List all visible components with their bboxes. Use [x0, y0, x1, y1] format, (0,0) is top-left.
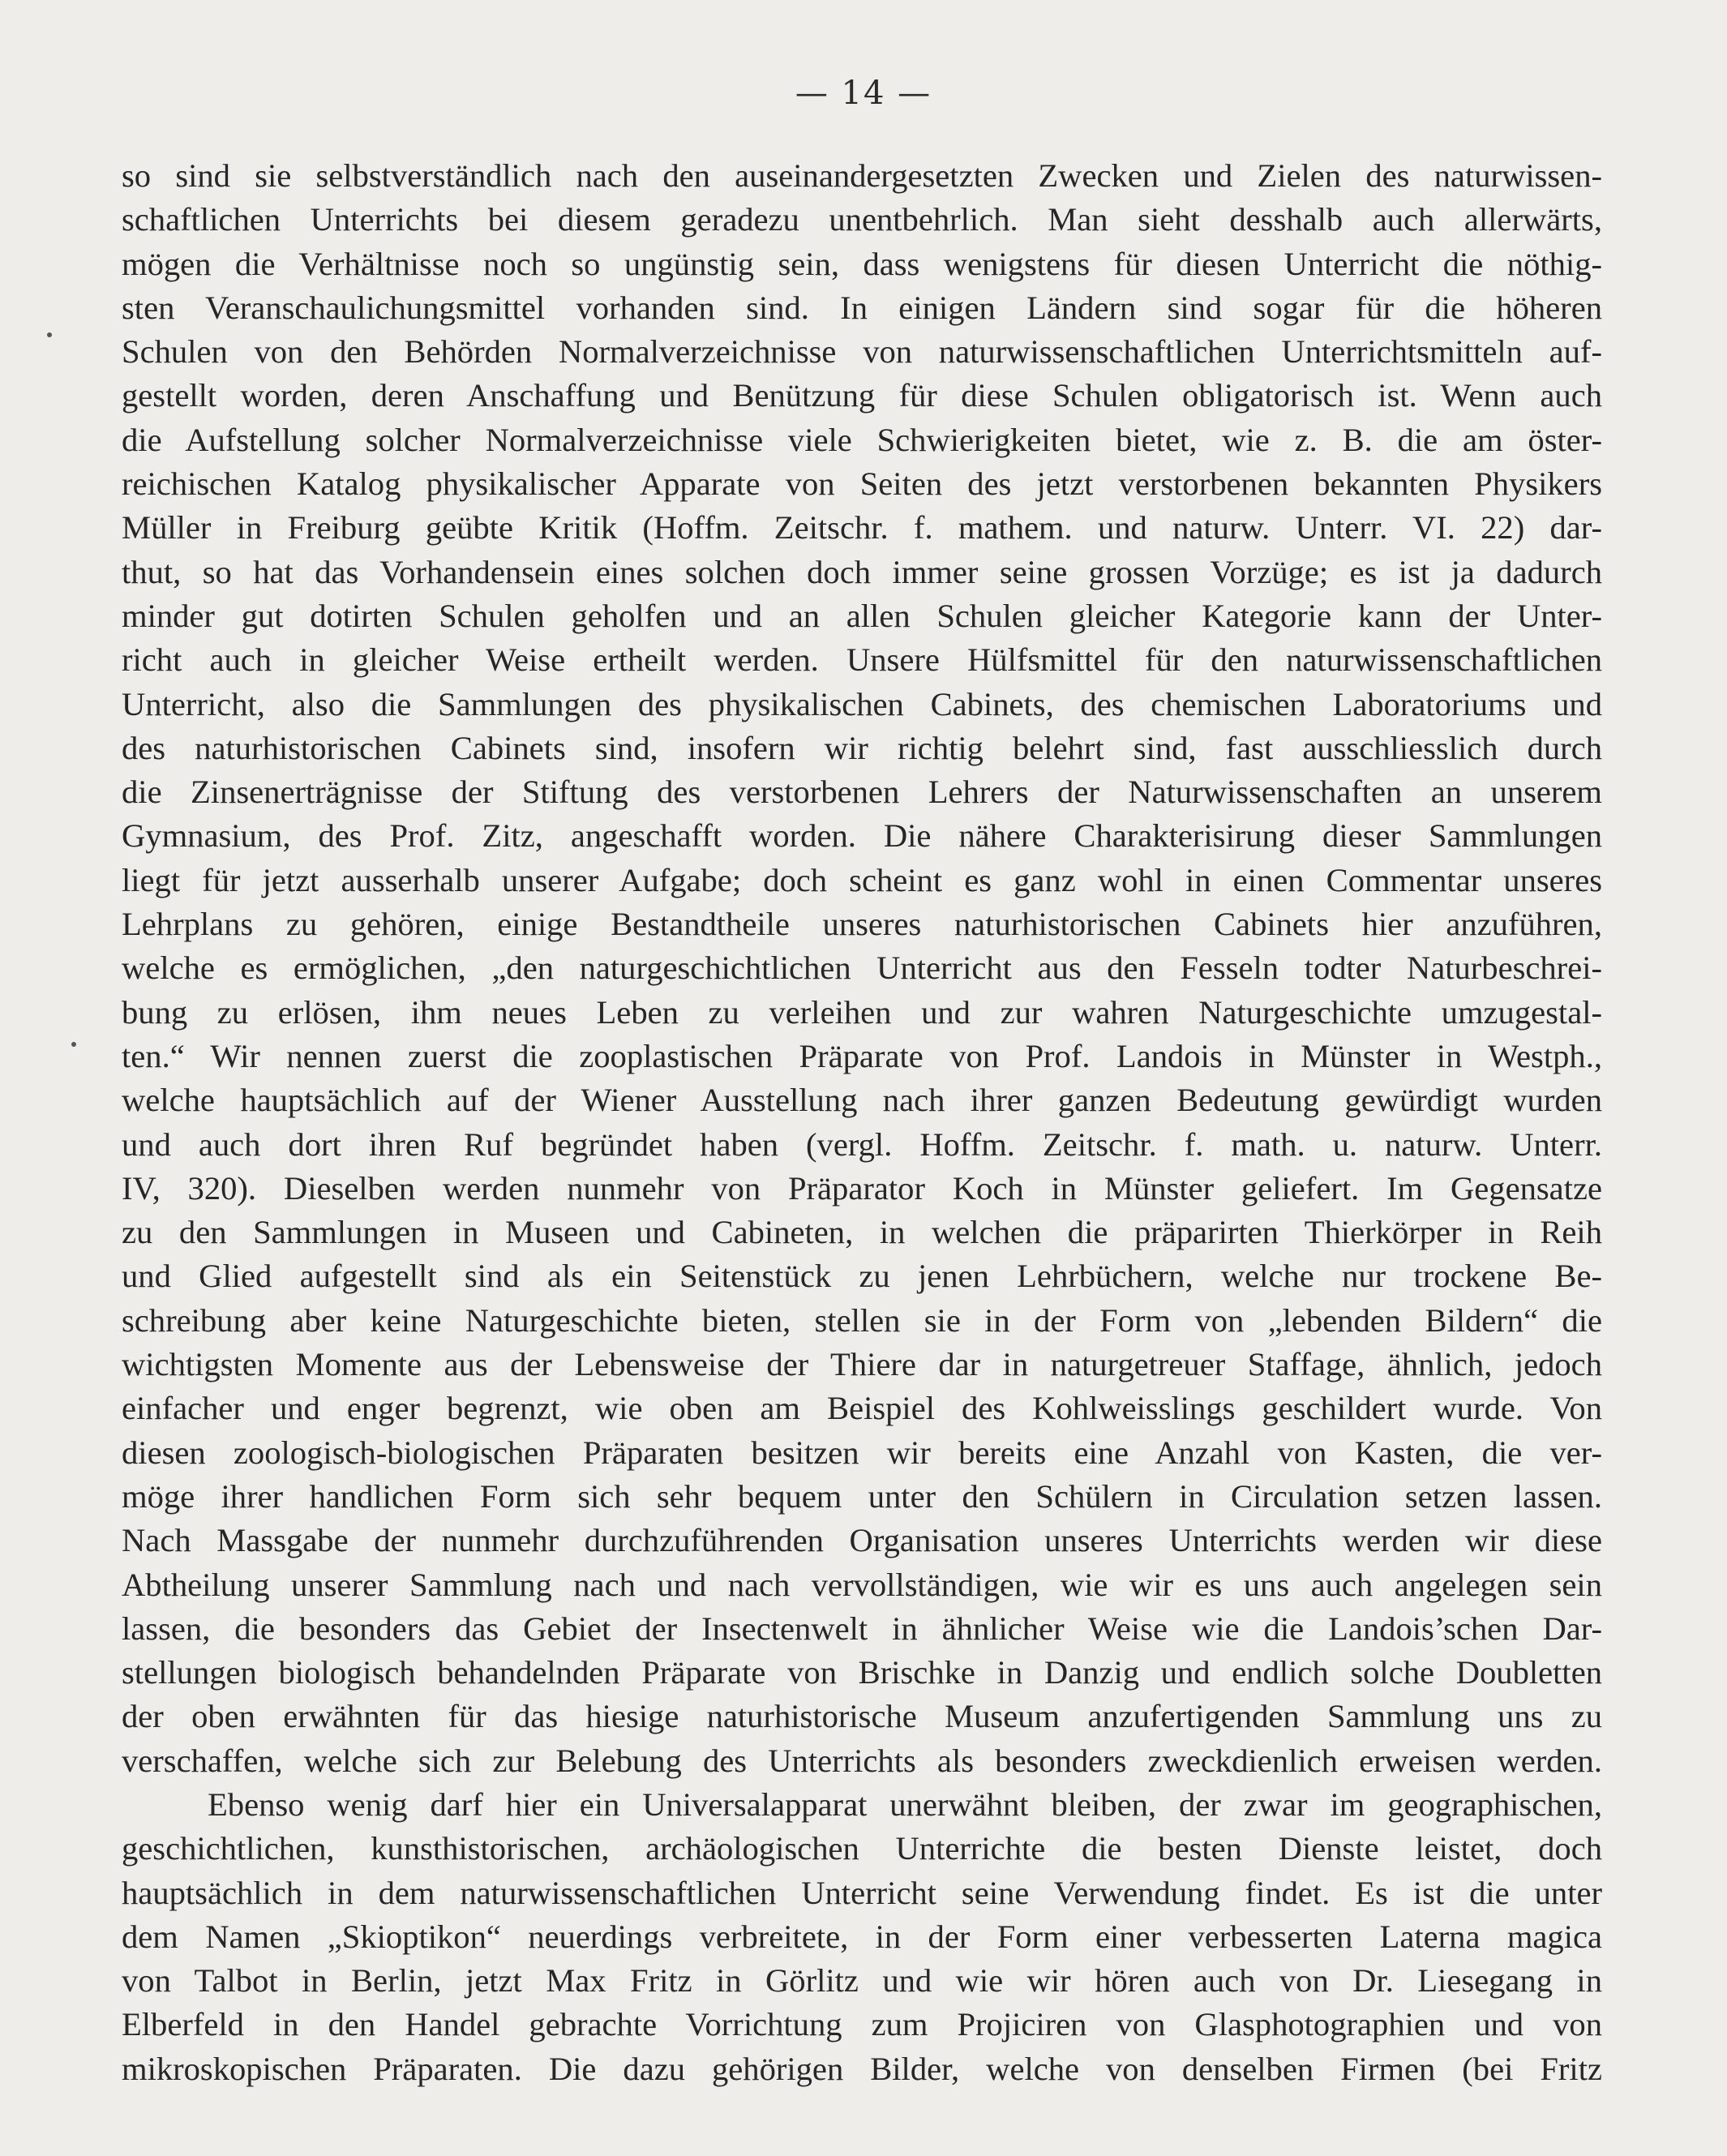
- page-number: — 14 —: [795, 75, 932, 112]
- text-line: von Talbot in Berlin, jetzt Max Fritz in Görlitz und wie wir hören auch von Dr. Liesegang in: [122, 1962, 1602, 2000]
- text-line: dem Namen „Skioptikon“ neuerdings verbreitete, in der Form einer verbesserten Laterna magica: [122, 1918, 1602, 1955]
- text-line: IV, 320). Dieselben werden nunmehr von Präparator Koch in Münster geliefert. Im Gegensatze: [122, 1169, 1602, 1207]
- text-line: Ebenso wenig darf hier ein Universalapparat unerwähnt bleiben, der zwar im geographischen,: [208, 1785, 1602, 1823]
- text-line: reichischen Katalog physikalischer Apparate von Seiten des jetzt verstorbenen bekannten Physikers: [122, 465, 1602, 503]
- text-line: Abtheilung unserer Sammlung nach und nach vervollständigen, wie wir es uns auch angelegen sein: [122, 1566, 1602, 1603]
- text-line: Unterricht, also die Sammlungen des physikalischen Cabinets, des chemischen Laboratoriums und: [122, 685, 1602, 722]
- text-line: wichtigsten Momente aus der Lebensweise der Thiere dar in naturgetreuer Staffage, ähnlich, jedoch: [122, 1346, 1602, 1383]
- text-line: und auch dort ihren Ruf begründet haben (vergl. Hoffm. Zeitschr. f. math. u. naturw. Unterr.: [122, 1125, 1602, 1163]
- text-line: geschichtlichen, kunsthistorischen, archäologischen Unterrichte die besten Dienste leistet, doch: [122, 1830, 1602, 1867]
- text-line: minder gut dotirten Schulen geholfen und an allen Schulen gleicher Kategorie kann der Unter-: [122, 597, 1602, 634]
- text-line: thut, so hat das Vorhandensein eines solchen doch immer seine grossen Vorzüge; es ist ja dadurch: [122, 553, 1602, 590]
- text-line: die Zinsenerträgnisse der Stiftung des verstorbenen Lehrers der Naturwissenschaften an unserem: [122, 774, 1602, 811]
- text-line: zu den Sammlungen in Museen und Cabineten, in welchen die präparirten Thierkörper in Reih: [122, 1214, 1602, 1251]
- text-line: liegt für jetzt ausserhalb unserer Aufgabe; doch scheint es ganz wohl in einen Commentar unseres: [122, 861, 1602, 898]
- text-line: welche hauptsächlich auf der Wiener Ausstellung nach ihrer ganzen Bedeutung gewürdigt wurden: [122, 1082, 1602, 1119]
- text-line: hauptsächlich in dem naturwissenschaftlichen Unterricht seine Verwendung findet. Es ist die unter: [122, 1874, 1602, 1911]
- text-line: schreibung aber keine Naturgeschichte bieten, stellen sie in der Form von „lebenden Bildern“ die: [122, 1301, 1602, 1339]
- text-line: Nach Massgabe der nunmehr durchzuführenden Organisation unseres Unterrichts werden wir diese: [122, 1522, 1602, 1559]
- text-line: gestellt worden, deren Anschaffung und Benützung für diese Schulen obligatorisch ist. Wenn auch: [122, 377, 1602, 414]
- text-line: so sind sie selbstverständlich nach den auseinandergesetzten Zwecken und Zielen des naturwissen-: [122, 157, 1602, 194]
- text-line: verschaffen, welche sich zur Belebung des Unterrichts als besonders zweckdienlich erweisen werden.: [122, 1742, 1602, 1779]
- text-line: Schulen von den Behörden Normalverzeichnisse von naturwissenschaftlichen Unterrichtsmitteln auf-: [122, 333, 1602, 371]
- text-line: richt auch in gleicher Weise ertheilt werden. Unsere Hülfsmittel für den naturwissenschaftlichen: [122, 641, 1602, 679]
- text-line: stellungen biologisch behandelnden Präparate von Brischke in Danzig und endlich solche Doubletten: [122, 1654, 1602, 1691]
- text-line: Gymnasium, des Prof. Zitz, angeschafft worden. Die nähere Charakterisirung dieser Sammlungen: [122, 817, 1602, 855]
- text-line: bung zu erlösen, ihm neues Leben zu verleihen und zur wahren Naturgeschichte umzugestal-: [122, 993, 1602, 1031]
- text-line: der oben erwähnten für das hiesige naturhistorische Museum anzufertigenden Sammlung uns zu: [122, 1698, 1602, 1735]
- text-line: mikroskopischen Präparaten. Die dazu gehörigen Bilder, welche von denselben Firmen (bei Fritz: [122, 2050, 1602, 2087]
- text-line: die Aufstellung solcher Normalverzeichnisse viele Schwierigkeiten bietet, wie z. B. die am öster-: [122, 421, 1602, 458]
- text-line: schaftlichen Unterrichts bei diesem geradezu unentbehrlich. Man sieht desshalb auch allerwärts,: [122, 201, 1602, 238]
- text-line: lassen, die besonders das Gebiet der Insectenwelt in ähnlicher Weise wie die Landois’schen Dar-: [122, 1609, 1602, 1647]
- text-line: Lehrplans zu gehören, einige Bestandtheile unseres naturhistorischen Cabinets hier anzuführen,: [122, 906, 1602, 943]
- stray-ink-mark: [47, 332, 52, 337]
- text-line: mögen die Verhältnisse noch so ungünstig sein, dass wenigstens für diesen Unterricht die nöthig-: [122, 245, 1602, 282]
- text-line: sten Veranschaulichungsmittel vorhanden sind. In einigen Ländern sind sogar für die höheren: [122, 289, 1602, 326]
- stray-ink-mark: [71, 1042, 76, 1047]
- text-line: ten.“ Wir nennen zuerst die zooplastischen Präparate von Prof. Landois in Münster in Westph.,: [122, 1037, 1602, 1074]
- text-line: Müller in Freiburg geübte Kritik (Hoffm. Zeitschr. f. mathem. und naturw. Unterr. VI. 22) dar-: [122, 509, 1602, 547]
- text-line: einfacher und enger begrenzt, wie oben am Beispiel des Kohlweisslings geschildert wurde. Von: [122, 1390, 1602, 1427]
- text-line: möge ihrer handlichen Form sich sehr bequem unter den Schülern in Circulation setzen lassen.: [122, 1477, 1602, 1515]
- text-line: Elberfeld in den Handel gebrachte Vorrichtung zum Projiciren von Glasphotographien und von: [122, 2006, 1602, 2043]
- text-line: des naturhistorischen Cabinets sind, insofern wir richtig belehrt sind, fast ausschliesslich durch: [122, 729, 1602, 766]
- body-text: [122, 154, 1602, 2091]
- text-line: welche es ermöglichen, „den naturgeschichtlichen Unterricht aus den Fesseln todter Naturbeschrei-: [122, 949, 1602, 987]
- text-line: und Glied aufgestellt sind als ein Seitenstück zu jenen Lehrbüchern, welche nur trockene Be-: [122, 1258, 1602, 1295]
- text-line: diesen zoologisch-biologischen Präparaten besitzen wir bereits eine Anzahl von Kasten, die ver-: [122, 1434, 1602, 1471]
